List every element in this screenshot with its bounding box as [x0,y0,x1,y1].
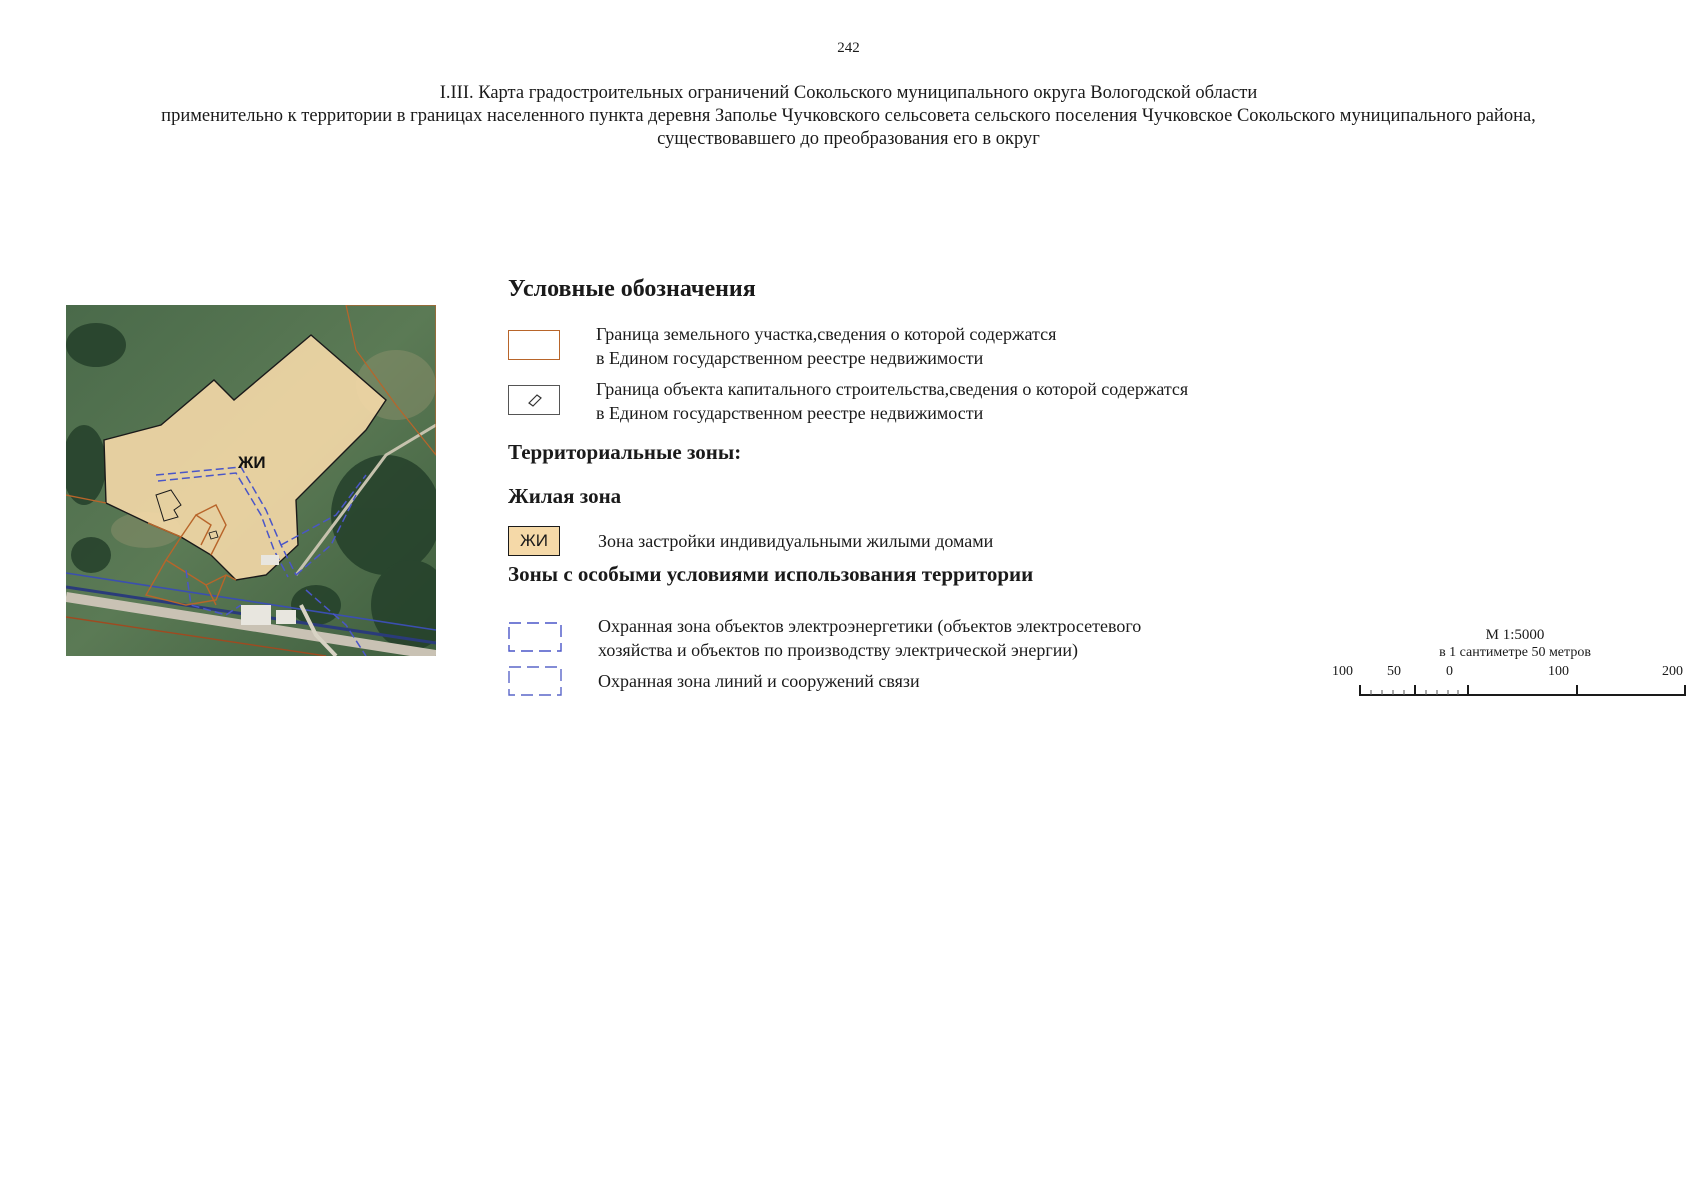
scale-ruler [1340,677,1697,707]
scale-tick-label: 200 [1662,664,1683,679]
power-zone-text [598,614,1141,662]
power-zone-text-line-1: Охранная зона объектов электроэнергетики (объектов электросетевого [598,616,1142,636]
map-canvas [66,305,436,656]
power-zone-symbol [508,622,560,652]
land-parcel-text-line-1: Граница земельного участка,сведения о которой содержатся [596,324,1057,344]
special-zones-title: Зоны с особыми условиями использования территории [508,562,1034,586]
scale-bar [1332,627,1697,707]
page-number: 242 [837,40,860,56]
title-line-3: существовавшего до преобразования его в округ [657,129,1040,149]
title-line-2: применительно к территории в границах населенного пункта деревня Заполье Чучковского сельсовета сельского поселения Чучковское Сокольского муниципального района, [161,106,1536,126]
scale-tick-label: 100 [1548,664,1569,679]
zone-label-zhi: ЖИ [238,453,266,472]
residential-zone-text: Зона застройки индивидуальными жилыми домами [598,531,994,551]
land-parcel-text [596,322,1056,370]
scale-ratio: М 1:5000 [1485,627,1545,643]
capital-object-symbol [508,385,560,415]
building-icon [509,386,559,414]
page-title [60,82,1637,151]
dashed-frame-icon [508,622,562,652]
scale-tick-label: 0 [1446,664,1453,679]
dashed-frame-icon [508,666,562,696]
power-zone-text-line-2: хозяйства и объектов по производству электрической энергии) [598,640,1079,660]
scale-tick-label: 50 [1387,664,1401,679]
capital-object-text [596,377,1188,425]
scale-description: в 1 сантиметре 50 метров [1439,645,1591,660]
capital-object-text-line-1: Граница объекта капитального строительства,сведения о которой содержатся [596,379,1189,399]
comm-zone-text: Охранная зона линий и сооружений связи [598,671,920,691]
scale-tick-label: 100 [1332,664,1353,679]
territorial-zones-title: Территориальные зоны: [508,440,742,464]
land-parcel-text-line-2: в Едином государственном реестре недвижимости [596,348,984,368]
comm-zone-symbol [508,666,560,696]
residential-zone-symbol: ЖИ [508,526,560,556]
legend-title: Условные обозначения [508,276,756,302]
residential-zone-title: Жилая зона [508,484,622,508]
title-line-1: I.III. Карта градостроительных ограничений Сокольского муниципального округа Вологодской области [439,83,1258,103]
capital-object-text-line-2: в Едином государственном реестре недвижимости [596,403,984,423]
map-satellite-fragment [66,305,436,656]
land-parcel-symbol [508,330,560,360]
